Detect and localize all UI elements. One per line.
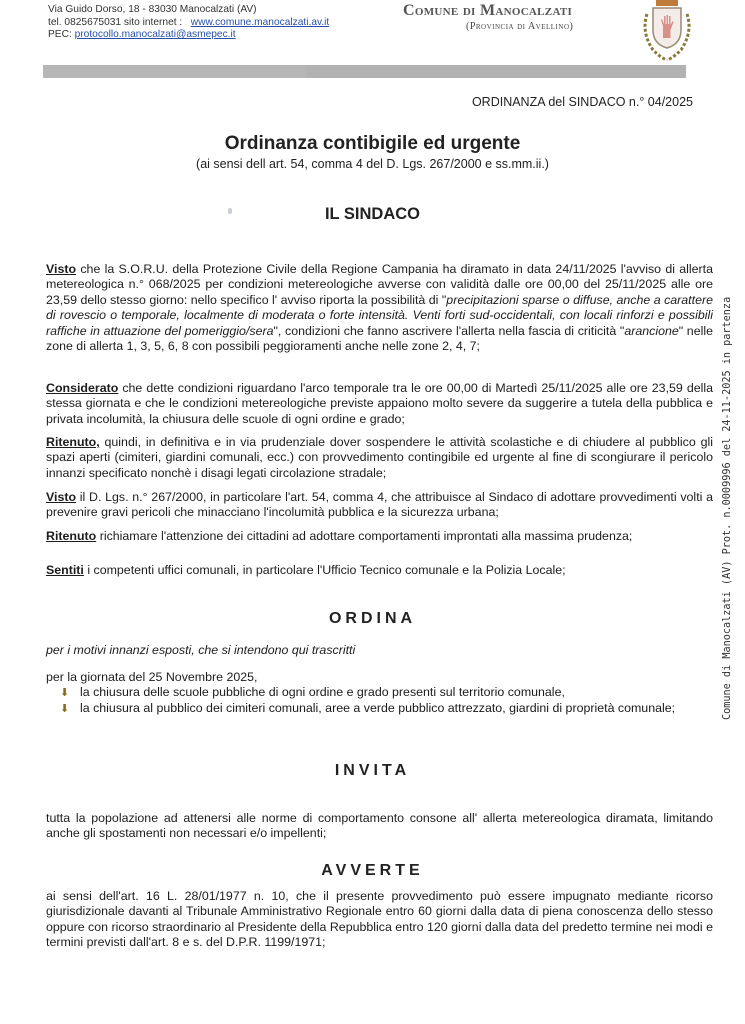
document-subtitle: (ai sensi dell art. 54, comma 4 del D. Lgs. 267/2000 e ss.mm.ii.) xyxy=(196,157,549,171)
premise-quote: precipitazioni sparse o diffuse, anche a carattere di rovescio o temporale, localmente di moderata o forte intensità. Venti forti sud-occidentali, con locali rinforzi e possibili raffiche in attuazione del pomeriggio/sera xyxy=(46,292,713,338)
letterhead-contacts xyxy=(48,4,329,42)
premise-keyword: Ritenuto, xyxy=(46,435,100,449)
premise-ritenuto-1 xyxy=(46,435,713,481)
ordina-item-text: la chiusura delle scuole pubbliche di ogni ordine e grado presenti sul territorio comunale, xyxy=(80,685,565,699)
municipality-name: Comune di Manocalzati xyxy=(403,2,573,19)
invita-heading: INVITA xyxy=(334,762,411,779)
ordina-date-line: per la giornata del 25 Novembre 2025, xyxy=(46,670,258,684)
premise-visto-dlgs xyxy=(46,490,713,521)
premise-sentiti xyxy=(46,563,713,578)
premise-text: che la S.O.R.U. della Protezione Civile della Regione Campania ha diramato in data 24/11/2025 l'avviso di allerta metereologica n.° 068/2025 per condizioni metereologiche avverse con validità dalle ore 00,00 del 25/11/2025 alle ore 23,59 dello stesso giorno: nello specifico l' avviso riporta la possibilità di " xyxy=(46,262,713,307)
arrow-down-bullet-icon: ⬇ xyxy=(60,687,70,699)
pec-line xyxy=(48,29,329,42)
ordina-item-text: la chiusura al pubblico dei cimiteri comunali, aree a verde pubblico attrezzato, giardini di proprietà comunale; xyxy=(80,701,676,716)
letterhead-divider-bar-right xyxy=(306,65,686,78)
phone-text: tel. 0825675031 sito internet : xyxy=(48,16,183,28)
letterhead-divider-bar xyxy=(43,65,306,78)
ordina-intro: per i motivi innanzi esposti, che si intendono qui trascritti xyxy=(46,643,356,657)
premise-keyword: Considerato xyxy=(46,381,119,395)
premise-keyword: Ritenuto xyxy=(46,529,97,543)
document-title: Ordinanza contibigile ed urgente xyxy=(224,133,521,154)
premise-text: ", condizioni che fanno ascrivere l'allerta nella fascia di criticità " xyxy=(273,323,625,338)
ordina-list xyxy=(60,685,682,718)
ordina-item xyxy=(60,685,682,701)
website-link[interactable]: www.comune.manocalzati.av.it xyxy=(190,16,330,28)
premise-text: " nelle zone di allerta 1, 3, 5, 6, 8 con possibili peggioramenti anche nelle zone 2, 4, 7; xyxy=(46,323,713,354)
premise-text: quindi, in definitiva e in via prudenziale dover sospendere le attività scolastiche e di chiudere al pubblico gli spazi aperti (cimiteri, giardini comunali, ecc.) con provvedimento contingibile ed urgente al fine di scongiurare il pericolo innanzi specificato nonchè i disagi legati circolazione stradale; xyxy=(46,435,713,480)
address: Via Guido Dorso, 18 - 83030 Manocalzati (AV) xyxy=(48,4,257,15)
premise-considerato xyxy=(46,381,713,427)
premise-text: il D. Lgs. n.° 267/2000, in particolare l'art. 54, comma 4, che attribuisce al Sindaco di adottare provvedimenti volti a prevenire gravi pericoli che minacciano l'incolumità pubblica e la sicurezza urbana; xyxy=(46,490,713,520)
pec-label: PEC: xyxy=(48,29,72,40)
premise-quote: arancione xyxy=(624,323,679,338)
phone-line xyxy=(48,17,329,30)
avverte-heading: AVVERTE xyxy=(321,862,424,879)
ordina-item xyxy=(60,701,682,717)
premise-text: i competenti uffici comunali, in particolare l'Ufficio Tecnico comunale e la Polizia Locale; xyxy=(83,563,566,577)
premise-visto-soru xyxy=(46,262,713,354)
arrow-down-bullet-icon: ⬇ xyxy=(60,703,70,716)
authority-heading: IL SINDACO xyxy=(324,205,421,223)
premise-keyword: Sentiti xyxy=(46,563,84,577)
invita-text: tutta la popolazione ad attenersi alle norme di comportamento consone all' allerta metereologica diramata, limitando anche gli spostamenti non necessari e/o impellenti; xyxy=(46,811,713,841)
premise-text: richiamare l'attenzione dei cittadini ad adottare comportamenti improntati alla massima prudenza; xyxy=(96,529,633,543)
ordinance-number: ORDINANZA del SINDACO n.° 04/2025 xyxy=(471,95,693,109)
protocol-stamp: Comune di Manocalzati (AV) Prot. n.0009996 del 24-11-2025 in partenza xyxy=(722,296,733,720)
premise-keyword: Visto xyxy=(46,262,77,276)
ordina-heading: ORDINA xyxy=(328,610,417,627)
premise-text: che dette condizioni riguardano l'arco temporale tra le ore 00,00 di Martedì 25/11/2025 alle ore 23,59 della stessa giornata e che le condizioni metereologiche previste appaiono molto severe da suggerire a tutela della pubblica e privata incolumità, la chiusura delle scuole di ogni ordine e grado; xyxy=(46,381,713,426)
premise-ritenuto-2 xyxy=(46,529,713,544)
pec-email-link[interactable]: protocollo.manocalzati@asmepec.it xyxy=(74,29,236,40)
avverte-text: ai sensi dell'art. 16 L. 28/01/1977 n. 10, che il presente provvedimento può essere impugnato mediante ricorso giurisdizionale davanti al Tribunale Amministrativo Regionale entro 60 giorni dalla data di piena conoscenza dello stesso oppure con ricorso straordinario al Presidente della Repubblica entro 120 giorni dalla data del predetto termine nei modi e termini previsti dall'art. 8 e s. del D.P.R. 1199/1971; xyxy=(46,889,713,950)
province-name: (Provincia di Avellino) xyxy=(466,21,574,32)
premise-keyword: Visto xyxy=(46,490,77,504)
municipal-crest-icon xyxy=(637,0,697,62)
